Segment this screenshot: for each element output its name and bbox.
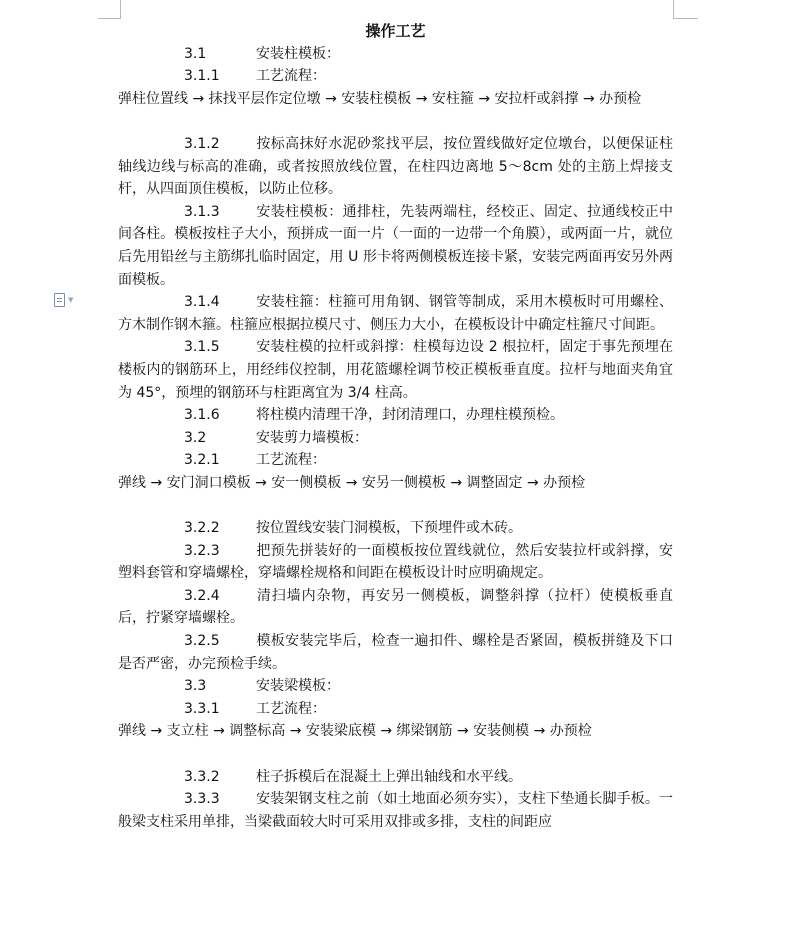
section-text: 安装柱模的拉杆或斜撑：柱模每边设 2 根拉杆，固定于事先预埋在楼板内的钢筋环上，用经纬仪控制，用花篮螺栓调节校正模板垂直度。拉杆与地面夹角宜为 45°，预埋的钢筋环与柱距离宜为 3/4 柱高。: [118, 339, 673, 401]
page-corner-mark-top-left: [98, 0, 121, 19]
blank-line: [118, 110, 673, 133]
section-paragraph: [118, 427, 673, 450]
blank-line: [118, 743, 673, 766]
section-number: 3.1.3: [184, 203, 220, 220]
section-number: 3.1.6: [184, 407, 220, 424]
section-text: 安装柱箍：柱箍可用角钢、钢管等制成，采用木模板时可用螺栓、方木制作钢木箍。柱箍应根据拉模尺寸、侧压力大小，在模板设计中确定柱箍尺寸间距。: [118, 294, 673, 333]
section-text: 安装柱模板：通排柱，先装两端柱，经校正、固定、拉通线校正中间各柱。模板按柱子大小，预拼成一面一片（一面的一边带一个角膜），或两面一片，就位后先用铅丝与主筋绑扎临时固定，用 U 形卡将两侧模板连接卡紧，安装完两面再安另外两面模板。: [118, 203, 673, 288]
section-number: 3.1.4: [184, 294, 220, 311]
section-number: 3.2.1: [184, 452, 220, 469]
paragraph-options-icon[interactable]: [54, 292, 84, 308]
section-number: 3.2: [184, 429, 207, 446]
section-text: 柱子拆模后在混凝土上弹出轴线和水平线。: [256, 768, 522, 785]
document-body: [118, 43, 673, 834]
section-paragraph: [118, 675, 673, 698]
document-title: 操作工艺: [365, 22, 426, 40]
section-text: 安装架钢支柱之前（如土地面必须夯实），支柱下垫通长脚手板。一般梁支柱采用单排，当梁截面较大时可采用双排或多排，支柱的间距应: [118, 791, 673, 830]
section-number: 3.3: [184, 678, 207, 695]
section-text: 按标高抹好水泥砂浆找平层，按位置线做好定位墩台，以便保证柱轴线边线与标高的准确，或者按照放线位置，在柱四边离地 5～8cm 处的主筋上焊接支杆，从四面顶住模板，以防止位移。: [118, 135, 673, 198]
section-number: 3.1.5: [184, 339, 220, 356]
section-number: 3.2.5: [184, 633, 220, 650]
section-number: 3.1.1: [184, 68, 220, 85]
page-corner-mark-top-right: [673, 0, 698, 19]
section-paragraph: [118, 698, 673, 721]
document-page: [118, 20, 673, 833]
section-paragraph: [118, 630, 673, 675]
process-flow-line: 弹柱位置线 → 抹找平层作定位墩 → 安装柱模板 → 安柱箍 → 安拉杆或斜撑 → 办预检: [118, 90, 642, 107]
section-number: 3.1: [184, 45, 207, 62]
section-paragraph: [118, 517, 673, 540]
section-text: 按位置线安装门洞模板，下预埋件或木砖。: [256, 520, 522, 537]
section-text: 工艺流程：: [256, 700, 326, 717]
section-text: 清扫墙内杂物，再安另一侧模板，调整斜撑（拉杆）使模板垂直后，拧紧穿墙螺栓。: [118, 587, 673, 627]
document-icon: [54, 293, 65, 307]
section-paragraph: [118, 336, 673, 404]
section-paragraph: [118, 540, 673, 585]
section-text: 安装梁模板：: [256, 678, 340, 695]
section-text: 工艺流程：: [256, 452, 326, 469]
section-text: 模板安装完毕后，检查一遍扣件、螺栓是否紧固，模板拼缝及下口是否严密，办完预检手续。: [118, 633, 673, 672]
chevron-down-icon: ▼: [68, 296, 74, 304]
process-flow-line: 弹线 → 支立柱 → 调整标高 → 安装梁底模 → 绑梁钢筋 → 安装侧模 → 办预检: [118, 723, 592, 740]
section-paragraph: [118, 43, 673, 66]
section-text: 把预先拼装好的一面模板按位置线就位，然后安装拉杆或斜撑，安塑料套管和穿墙螺栓，穿墙螺栓规格和间距在模板设计时应明确规定。: [118, 542, 673, 582]
section-paragraph: [118, 766, 673, 789]
section-number: 3.2.4: [184, 587, 220, 604]
section-paragraph: [118, 449, 673, 472]
section-number: 3.3.2: [184, 768, 220, 785]
section-paragraph: [118, 585, 673, 630]
section-text: 工艺流程：: [256, 68, 326, 85]
section-paragraph: [118, 201, 673, 291]
process-flow-line: 弹线 → 安门洞口模板 → 安一侧模板 → 安另一侧模板 → 调整固定 → 办预检: [118, 474, 586, 491]
section-number: 3.2.2: [184, 520, 220, 537]
blank-line: [118, 494, 673, 517]
section-paragraph: [118, 65, 673, 88]
section-paragraph: [118, 291, 673, 336]
section-text: 安装柱模板：: [256, 45, 340, 62]
section-paragraph: [118, 133, 673, 201]
section-paragraph: [118, 404, 673, 427]
section-number: 3.3.1: [184, 700, 220, 717]
section-number: 3.1.2: [184, 135, 220, 152]
section-text: 安装剪力墙模板：: [256, 429, 368, 446]
section-number: 3.2.3: [184, 542, 220, 559]
section-number: 3.3.3: [184, 791, 220, 808]
section-paragraph: [118, 788, 673, 833]
section-text: 将柱模内清理干净，封闭清理口，办理柱模预检。: [256, 407, 564, 424]
